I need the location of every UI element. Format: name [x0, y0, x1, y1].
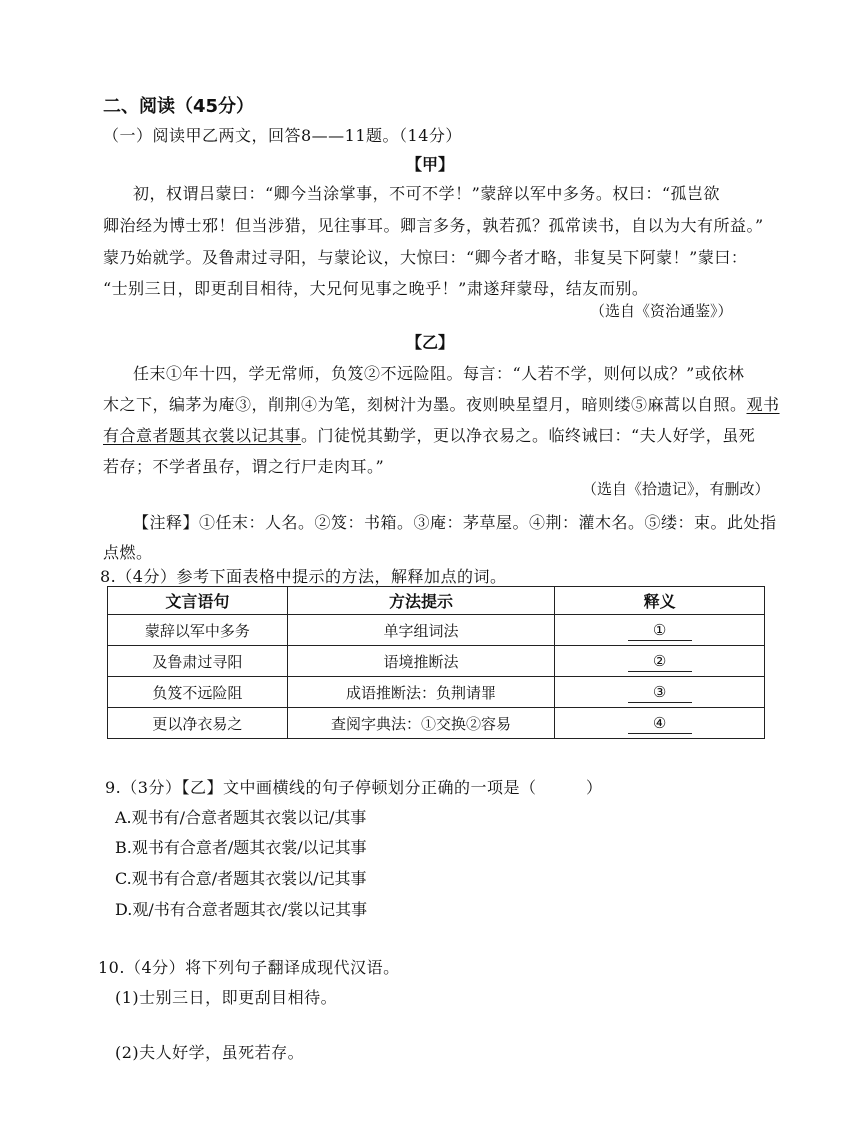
text-a-line: “士别三日，即更刮目相待，大兄何见事之晚乎！”肃遂拜蒙母，结友而别。: [103, 279, 649, 298]
text-b-line3-rest: 。门徒悦其勤学，更以净衣易之。临终诫曰：“夫人好学，虽死: [301, 426, 756, 445]
text-b-line: [103, 423, 755, 446]
q9-option-c[interactable]: C.观书有合意/者题其衣裳以/记其事: [115, 869, 367, 888]
header-sentence: 文言语句: [108, 587, 288, 615]
vocab-table: [107, 586, 765, 739]
row-sentence: 及鲁肃过寻阳: [108, 646, 288, 677]
text-a-line: 初，权谓吕蒙曰：“卿今当涂掌事，不可不学！”蒙辞以军中多务。权曰：“孤岂欲: [133, 184, 721, 203]
row-answer[interactable]: [555, 677, 765, 708]
q10-item-1: (1)士别三日，即更刮目相待。: [115, 988, 338, 1007]
row-sentence: 蒙辞以军中多务: [108, 615, 288, 646]
q9-option-d[interactable]: D.观/书有合意者题其衣/裳以记其事: [115, 900, 368, 919]
underlined-sentence-start: 观书: [746, 395, 780, 414]
answer-blank[interactable]: ④: [628, 713, 692, 734]
q9-option-b[interactable]: B.观书有合意者/题其衣裳/以记其事: [115, 838, 367, 857]
row-sentence: 负笈不远险阻: [108, 677, 288, 708]
underlined-sentence-end: 有合意者题其衣裳以记其事: [103, 426, 302, 445]
row-method: 单字组词法: [287, 615, 555, 646]
header-meaning: 释义: [555, 587, 765, 615]
text-a-source: （选自《资治通鉴》）: [590, 302, 733, 320]
table-header-row: [108, 587, 765, 615]
q10-prompt: 10.（4分）将下列句子翻译成现代汉语。: [98, 958, 400, 977]
table-row: [108, 646, 765, 677]
text-b-line: 若存；不学者虽存，谓之行尸走肉耳。”: [103, 457, 385, 476]
header-method: 方法提示: [287, 587, 555, 615]
answer-blank[interactable]: ②: [628, 651, 692, 672]
text-a-heading: 【甲】: [405, 155, 454, 174]
text-a-line: 蒙乃始就学。及鲁肃过寻阳，与蒙论议，大惊曰：“卿今者才略，非复吴下阿蒙！”蒙曰：: [103, 248, 748, 267]
section-title: 二、阅读（45分）: [103, 96, 255, 117]
row-answer[interactable]: [555, 646, 765, 677]
answer-blank[interactable]: ③: [628, 682, 692, 703]
text-b-line: 任末①年十四，学无常师，负笈②不远险阻。每言：“人若不学，则何以成？”或依林: [133, 364, 745, 383]
q9-prompt: 9.（3分）【乙】文中画横线的句子停顿划分正确的一项是（ ）: [105, 778, 603, 797]
row-answer[interactable]: [555, 708, 765, 739]
table-row: [108, 615, 765, 646]
row-method: 查阅字典法：①交换②容易: [287, 708, 555, 739]
row-method: 成语推断法：负荆请罪: [287, 677, 555, 708]
text-b-line: [103, 392, 780, 415]
notes-line: 【注释】①任末：人名。②笈：书箱。③庵：茅草屋。④荆：灌木名。⑤缕：束。此处指: [133, 513, 777, 532]
text-a-line: 卿治经为博士邪！但当涉猎，见往事耳。卿言多务，孰若孤？孤常读书，自以为大有所益。”: [103, 216, 764, 235]
table-row: [108, 677, 765, 708]
answer-blank[interactable]: ①: [628, 620, 692, 641]
text-b-heading: 【乙】: [405, 333, 454, 352]
q9-option-a[interactable]: A.观书有/合意者题其衣裳以记/其事: [115, 808, 367, 827]
q8-prompt: 8.（4分）参考下面表格中提示的方法，解释加点的词。: [100, 567, 507, 586]
q10-item-2: (2)夫人好学，虽死若存。: [115, 1043, 305, 1062]
part-intro: （一）阅读甲乙两文，回答8——11题。（14分）: [103, 126, 462, 145]
row-answer[interactable]: [555, 615, 765, 646]
row-method: 语境推断法: [287, 646, 555, 677]
row-sentence: 更以净衣易之: [108, 708, 288, 739]
text-b-line2-plain: 木之下，编茅为庵③，削荆④为笔，刻树汁为墨。夜则映星望月，暗则缕⑤麻蒿以自照。: [103, 395, 747, 414]
table-row: [108, 708, 765, 739]
notes-line: 点燃。: [103, 543, 153, 562]
text-b-source: （选自《拾遗记》，有删改）: [582, 480, 770, 498]
